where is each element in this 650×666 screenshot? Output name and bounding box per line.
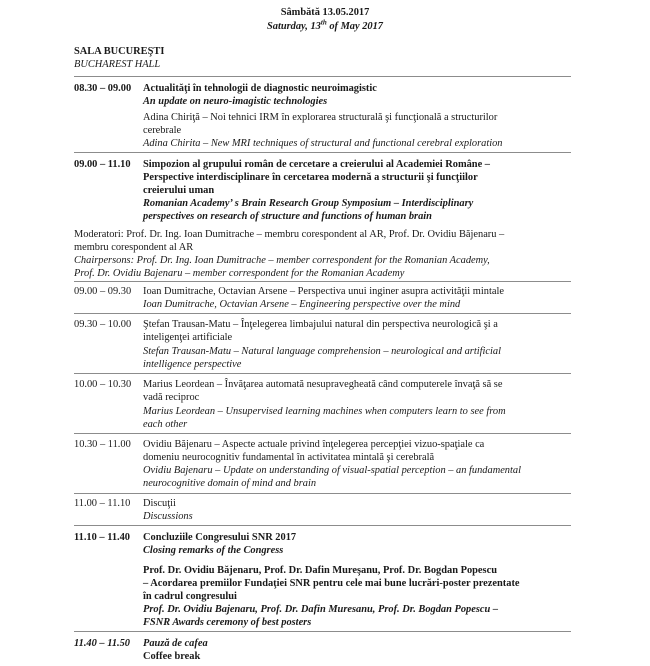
break-title-en: Coffee break — [143, 651, 201, 662]
divider — [74, 76, 571, 77]
break-time: 11.40 – 11.50 — [74, 638, 131, 649]
talk-time: 10.00 – 10.30 — [74, 379, 132, 390]
talk-en-cont: each other — [143, 419, 188, 430]
talk-ro: Marius Leordean – Învăţarea automată nesupravegheată când computerele învaţă să se — [143, 379, 503, 390]
session-title-ro-cont: Perspective interdisciplinare în cercetarea modernă a structurii şi funcţiilor — [143, 172, 478, 183]
session-title-ro-cont: creierului uman — [143, 185, 215, 196]
session-title-ro: Actualităţi în tehnologii de diagnostic neuroimagistic — [143, 83, 377, 94]
closing-title-ro: Concluziile Congresului SNR 2017 — [143, 532, 297, 543]
talk-en: Ioan Dumitrache, Octavian Arsene – Engineering perspective over the mind — [143, 299, 461, 310]
awards-ro-cont: – Acordarea premiilor Fundaţiei SNR pentru cele mai bune lucrări-poster prezentate — [143, 578, 520, 589]
session-time: 09.00 – 11.10 — [74, 159, 131, 170]
divider — [74, 152, 571, 153]
moderators-ro-cont: membru corespondent al AR — [74, 242, 194, 253]
talk-ro: Ovidiu Băjenaru – Aspecte actuale privind înţelegerea percepţiei vizuo-spaţiale ca — [143, 439, 485, 450]
speaker-ro: Adina Chiriţă – Noi tehnici IRM în explorarea structurală şi funcţională a structurilor — [143, 112, 498, 123]
talk-en-cont: neurocognitive domain of mind and brain — [143, 478, 317, 489]
divider — [74, 525, 571, 526]
talk-en-cont: intelligence perspective — [143, 359, 242, 370]
talk-en: Discussions — [143, 511, 193, 522]
divider — [74, 281, 571, 282]
moderators-ro: Moderatori: Prof. Dr. Ing. Ioan Dumitrache – membru corespondent al AR, Prof. Dr. Ovidiu Băjenaru – — [74, 229, 505, 240]
divider — [74, 373, 571, 374]
talk-ro-cont: domeniu neurocognitiv fundamental în activitatea mintală şi cerebrală — [143, 452, 435, 463]
session-time: 08.30 – 09.00 — [74, 83, 132, 94]
break-title-ro: Pauză de cafea — [143, 638, 208, 649]
talk-time: 11.00 – 11.10 — [74, 498, 131, 509]
hall-title-ro: SALA BUCUREŞTI — [74, 46, 165, 57]
session-title-en: An update on neuro-imagistic technologies — [143, 96, 328, 107]
hall-title-en: BUCHAREST HALL — [74, 59, 161, 70]
talk-en: Marius Leordean – Unsupervised learning machines when computers learn to see from — [143, 406, 506, 417]
talk-time: 09.30 – 10.00 — [74, 319, 132, 330]
divider — [74, 313, 571, 314]
session-title-en: Romanian Academy’ s Brain Research Group Symposium – Interdisciplinary — [143, 198, 474, 209]
awards-en-cont: FSNR Awards ceremony of best posters — [143, 617, 312, 628]
divider — [74, 631, 571, 632]
speaker-ro-cont: cerebrale — [143, 125, 182, 136]
talk-ro: Discuţii — [143, 498, 176, 509]
talk-en: Ovidiu Bajenaru – Update on understanding of visual-spatial perception – an fundamental — [143, 465, 521, 476]
session-title-en-cont: perspectives on research of structure and functions of human brain — [143, 211, 432, 222]
talk-ro-cont: vadă reciproc — [143, 392, 200, 403]
speaker-en: Adina Chirita – New MRI techniques of structural and functional cerebral exploration — [143, 138, 503, 149]
talk-ro: Ioan Dumitrache, Octavian Arsene – Perspectiva unui inginer asupra activităţii mintale — [143, 286, 504, 297]
talk-ro: Ştefan Trausan-Matu – Înţelegerea limbajului natural din perspectiva neurologică şi a — [143, 319, 498, 330]
talk-ro-cont: inteligenţei artificiale — [143, 332, 233, 343]
awards-ro-cont: în cadrul congresului — [143, 591, 237, 602]
awards-ro: Prof. Dr. Ovidiu Băjenaru, Prof. Dr. Dafin Mureşanu, Prof. Dr. Bogdan Popescu — [143, 565, 497, 576]
chairpersons-en-cont: Prof. Dr. Ovidiu Bajenaru – member correspondent for the Romanian Academy — [74, 268, 405, 279]
talk-time: 10.30 – 11.00 — [74, 439, 131, 450]
day-title-ro: Sâmbătă 13.05.2017 — [280, 7, 370, 18]
divider — [74, 433, 571, 434]
talk-time: 09.00 – 09.30 — [74, 286, 132, 297]
day-title-en: Saturday, 13th of May 2017 — [266, 18, 383, 32]
divider — [74, 493, 571, 494]
closing-title-en: Closing remarks of the Congress — [143, 545, 284, 556]
talk-en: Stefan Trausan-Matu – Natural language comprehension – neurological and artificial — [143, 346, 501, 357]
closing-time: 11.10 – 11.40 — [74, 532, 131, 543]
chairpersons-en: Chairpersons: Prof. Dr. Ing. Ioan Dumitrache – member correspondent for the Romanian Academy, — [74, 255, 490, 266]
session-title-ro: Simpozion al grupului român de cercetare a creierului al Academiei Române – — [143, 159, 490, 170]
awards-en: Prof. Dr. Ovidiu Bajenaru, Prof. Dr. Dafin Muresanu, Prof. Dr. Bogdan Popescu – — [143, 604, 499, 615]
